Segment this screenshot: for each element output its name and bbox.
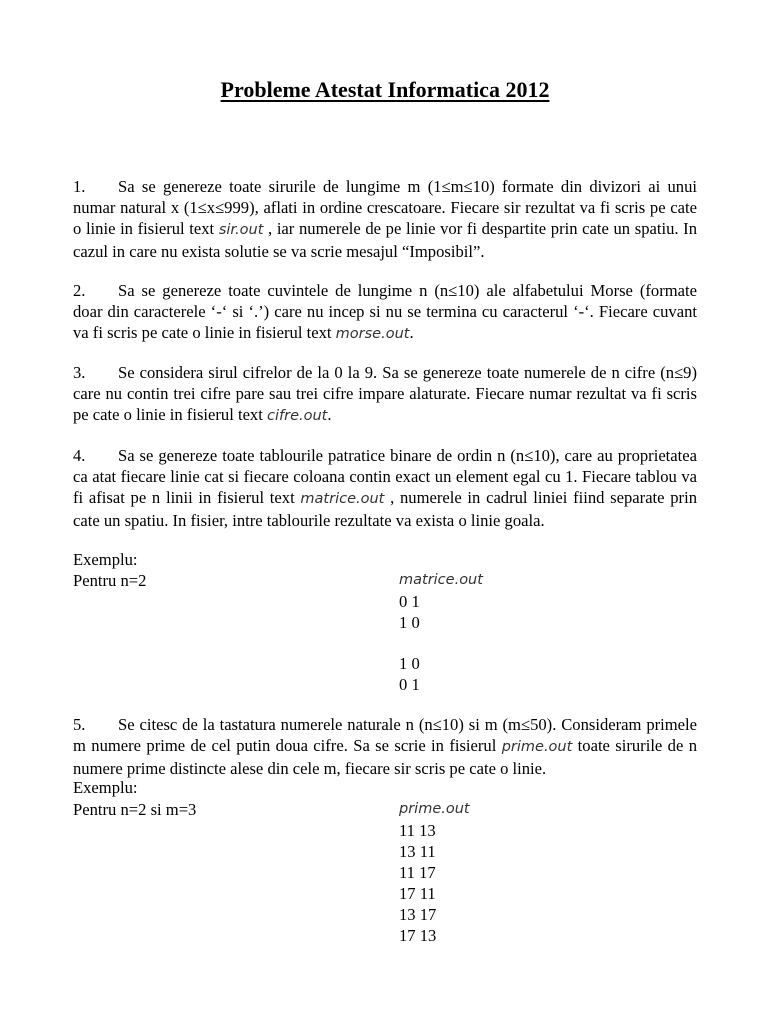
output-blank-line bbox=[399, 633, 483, 653]
output-line: 1 0 bbox=[399, 613, 420, 632]
output-filename: morse.out bbox=[335, 326, 410, 342]
page-title: Probleme Atestat Informatica 2012 bbox=[220, 77, 550, 102]
problem-1 bbox=[73, 176, 697, 262]
problem-number: 4. bbox=[73, 446, 86, 465]
example-input: Pentru n=2 si m=3 bbox=[73, 800, 197, 819]
problem-text-continued: . bbox=[409, 323, 414, 342]
output-line: 11 13 bbox=[399, 821, 436, 840]
output-line: 0 1 bbox=[399, 675, 420, 694]
output-filename: prime.out bbox=[501, 739, 573, 755]
problem-text-continued: , iar numerele de pe linie vor fi despartite prin cate un spatiu. In cazul in care nu exista solutie se va scrie mesajul “Imposibil”. bbox=[73, 219, 697, 261]
example-label: Exemplu: bbox=[73, 550, 138, 569]
problem-number: 3. bbox=[73, 363, 86, 382]
problem-4 bbox=[73, 445, 697, 531]
problem-text: Se considera sirul cifrelor de la 0 la 9. Sa se genereze toate numerele de n cifre (n≤9) care nu contin trei cifre pare sau trei cifre impare alaturate. Fiecare numar rezultat va fi scris pe cate o linie in fisierul text bbox=[73, 363, 697, 424]
example-output bbox=[399, 799, 470, 946]
output-filename: sir.out bbox=[218, 222, 264, 238]
example-output bbox=[399, 570, 483, 695]
problem-text-continued: . bbox=[327, 405, 332, 424]
problem-text: Sa se genereze toate cuvintele de lungime n (n≤10) ale alfabetului Morse (formate doar din caracterele ‘-‘ si ‘.’) care nu incep si nu se termina cu caracterul ‘-‘. Fiecare cuvant va fi scris pe cate o linie in fisierul text bbox=[73, 281, 697, 342]
problem-number: 1. bbox=[73, 177, 86, 196]
example-output-filename: prime.out bbox=[399, 801, 470, 817]
output-line: 1 0 bbox=[399, 654, 420, 673]
output-filename: cifre.out bbox=[267, 408, 328, 424]
problem-3 bbox=[73, 362, 697, 427]
problem-text: Sa se genereze toate sirurile de lungime m (1≤m≤10) formate din divizori ai unui numar natural x (1≤x≤999), aflati in ordine crescatoare. Fiecare sir rezultat va fi scris pe cate o linie in fisierul text bbox=[73, 177, 697, 238]
problem-2 bbox=[73, 280, 697, 345]
output-line: 0 1 bbox=[399, 592, 420, 611]
document-page bbox=[73, 0, 697, 1024]
output-line: 17 11 bbox=[399, 884, 436, 903]
problem-text-continued: toate sirurile de n numere prime distincte alese din cele m, fiecare sir scris pe cate o linie. bbox=[73, 736, 697, 778]
example-input: Pentru n=2 bbox=[73, 571, 147, 590]
output-line: 13 17 bbox=[399, 905, 437, 924]
problem-text: Sa se genereze toate tablourile patratice binare de ordin n (n≤10), care au proprietatea ca atat fiecare linie cat si fiecare coloana contin exact un element egal cu 1. Fiecare tablou va fi afisat pe n linii in fisierul text bbox=[73, 446, 697, 507]
problem-5 bbox=[73, 714, 697, 779]
output-line: 11 17 bbox=[399, 863, 436, 882]
problem-number: 2. bbox=[73, 281, 86, 300]
example-label: Exemplu: bbox=[73, 778, 138, 797]
output-line: 13 11 bbox=[399, 842, 436, 861]
problem-text: Se citesc de la tastatura numerele naturale n (n≤10) si m (m≤50). Consideram primele m numere prime de cel putin doua cifre. Sa se scrie in fisierul bbox=[73, 715, 697, 755]
output-filename: matrice.out bbox=[300, 491, 385, 507]
output-line: 17 13 bbox=[399, 926, 437, 945]
problem-text-continued: , numerele in cadrul liniei fiind separate prin cate un spatiu. In fisier, intre tablourile rezultate va exista o linie goala. bbox=[73, 488, 697, 530]
problem-number: 5. bbox=[73, 715, 86, 734]
example-output-filename: matrice.out bbox=[399, 572, 483, 588]
